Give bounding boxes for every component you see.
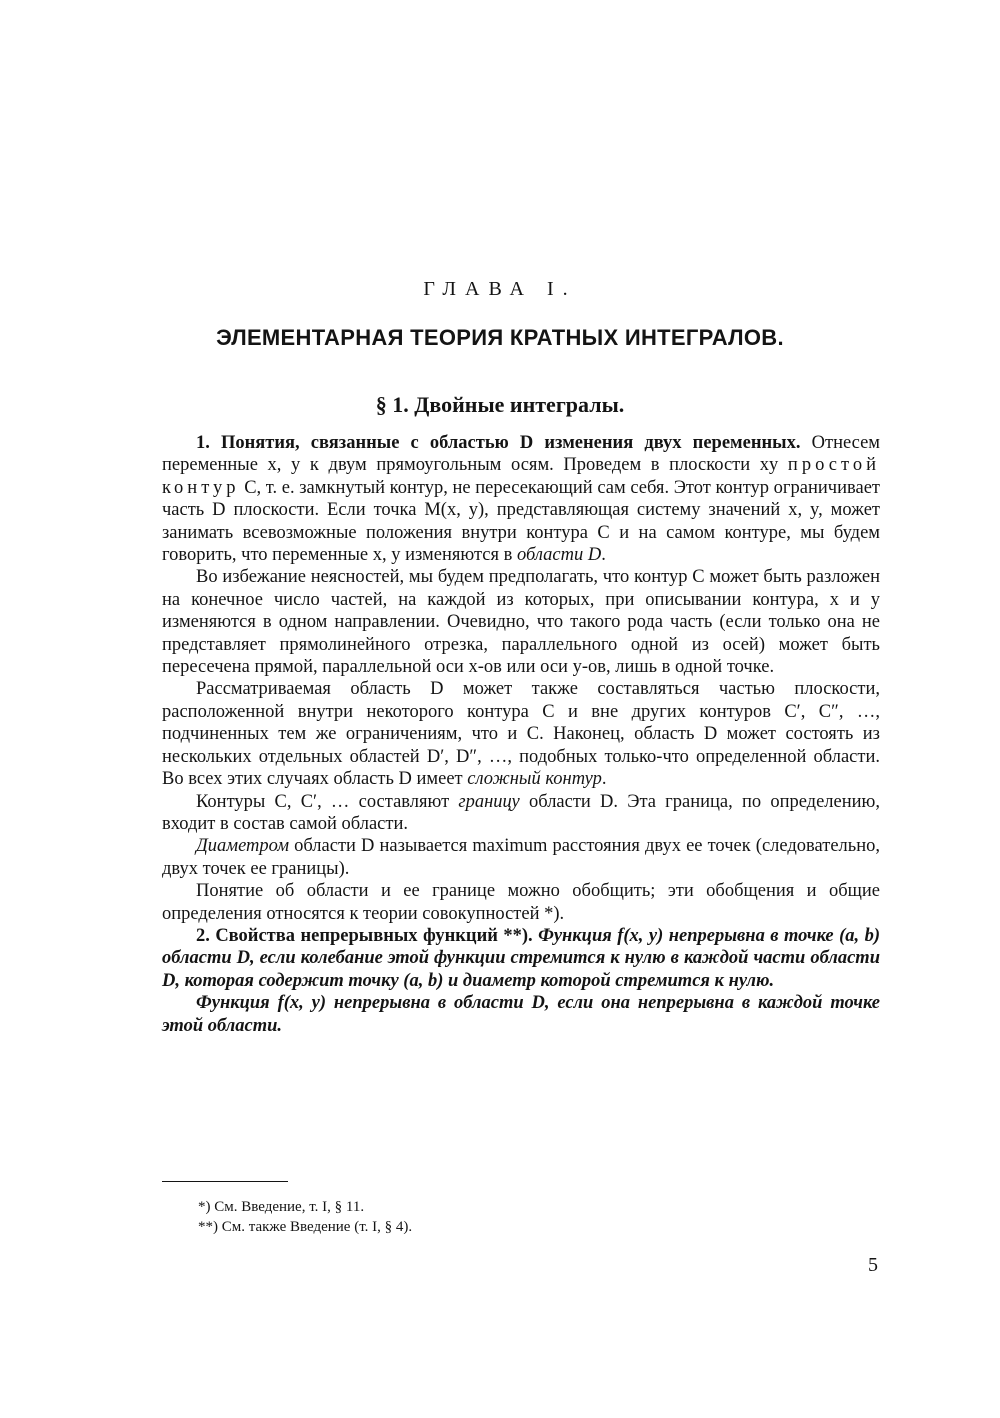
paragraph-4-text-a: Контуры C, C′, … составляют xyxy=(196,791,459,812)
subsection-heading-1: 1. Понятия, связанные с областью D изменения двух переменных. xyxy=(196,433,801,453)
paragraph-7 xyxy=(162,925,880,992)
chapter-label: ГЛАВА I. xyxy=(423,278,577,300)
paragraph-6: Понятие об области и ее границе можно обобщить; эти обобщения и общие определения относятся к теории совокупностей *). xyxy=(162,881,880,924)
paragraph-3-end: . xyxy=(601,769,607,790)
subsection-heading-2: 2. Свойства непрерывных функций **). xyxy=(196,925,533,946)
paragraph-8: Функция f(x, y) непрерывна в области D, если она непрерывна в каждой точке этой области. xyxy=(162,993,880,1036)
paragraph-5 xyxy=(162,835,880,880)
footnote-divider xyxy=(162,1181,288,1182)
paragraph-1-text-a: Отнесем переменные x, y к двум прямоугольным осям. Проведем в плоскости xy xyxy=(162,433,880,476)
section-title: § 1. Двойные интегралы. xyxy=(375,392,625,417)
definition-continuity-point: Функция f(x, y) непрерывна в точке (a, b) области D, если колебание этой функции стремится к нулю в каждой части области D, которая содержит точку (a, b) и диаметр которой стремится к нулю. xyxy=(162,925,880,991)
emphasis-region: области D xyxy=(516,545,602,566)
page-number: 5 xyxy=(868,1254,878,1276)
body-text xyxy=(162,432,880,1037)
emphasis-boundary: границу xyxy=(458,791,520,812)
paragraph-5-text: области D называется maximum расстояния двух ее точек (следовательно, двух точек ее границы). xyxy=(162,836,880,879)
emphasis-complex-contour: сложный контур xyxy=(467,769,602,790)
paragraph-2: Во избежание неясностей, мы будем предполагать, что контур C может быть разложен на конечное число частей, на каждой из которых, при описывании контура, x и y изменяются в одном направлении. Очевидно, что такого рода часть (если только она не представляет прямолинейного отрезка, параллельного одной из осей) может быть пересечена прямой, параллельной оси x-ов или оси y-ов, лишь в одной точке. xyxy=(162,567,880,678)
paragraph-3-text: Рассматриваемая область D может также составляться частью плоскости, расположенной внутри некоторого контура C и вне других контуров C′, C″, …, подчиненных тем же ограничениям, что и C. Наконец, область D может состоять из нескольких отдельных областей D′, D″, …, подобных только-что определенной области. Во всех этих случаях область D имеет xyxy=(162,679,880,790)
paragraph-1 xyxy=(162,432,880,566)
paragraph-1-text-c: . xyxy=(601,545,606,566)
footnotes xyxy=(198,1197,412,1237)
paragraph-1-text-b: C, т. е. замкнутый контур, не пересекающий сам себя. Этот контур ограничивает часть D плоскости. Если точка M(x, y), представляющая систему значений x, y, может занимать всевозможные положения внутри контура C и на самом контуре, мы будем говорить, что переменные x, y изменяются в xyxy=(162,477,880,566)
emphasis-simple-contour: простой контур xyxy=(162,455,880,498)
emphasis-diameter: Диаметром xyxy=(196,836,290,857)
paragraph-3 xyxy=(162,678,880,790)
footnote-1: *) См. Введение, т. I, § 11. xyxy=(198,1199,365,1215)
footnote-2: **) См. также Введение (т. I, § 4). xyxy=(198,1219,413,1235)
paragraph-4 xyxy=(162,791,880,836)
paragraph-4-text-b: области D. Эта граница, по определению, входит в состав самой области. xyxy=(162,791,880,834)
chapter-title: ЭЛЕМЕНТАРНАЯ ТЕОРИЯ КРАТНЫХ ИНТЕГРАЛОВ. xyxy=(216,325,784,350)
